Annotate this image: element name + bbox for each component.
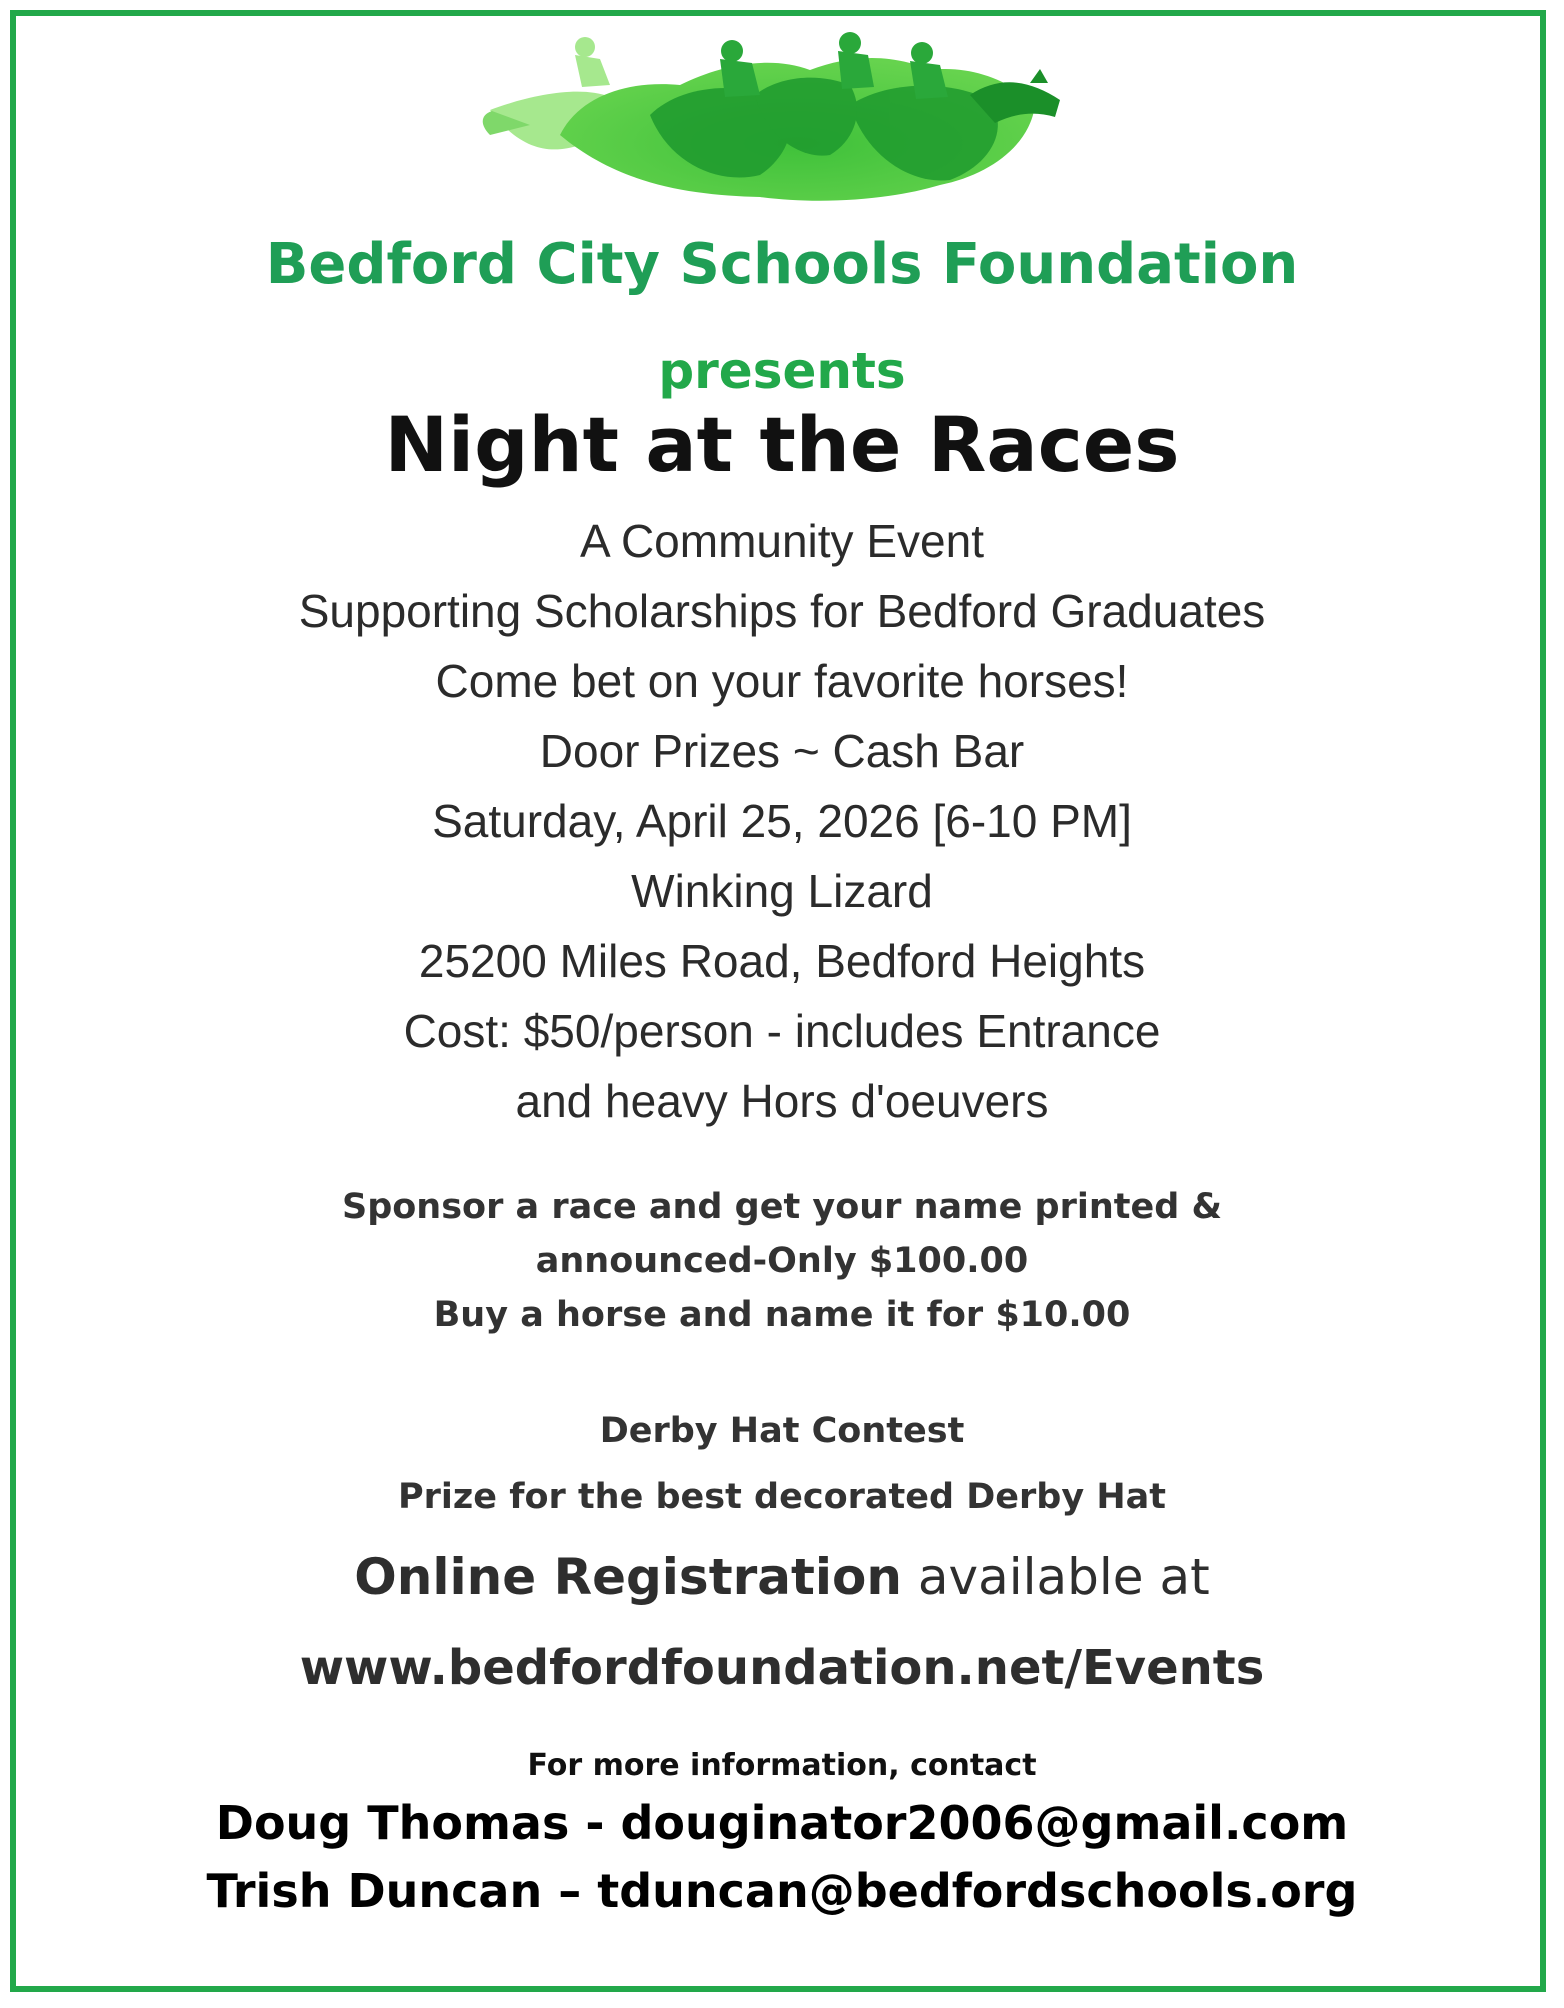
registration-tail: available at <box>901 1548 1210 1606</box>
event-address: 25200 Miles Road, Bedford Heights <box>418 935 1146 987</box>
contact-person: Trish Duncan – tduncan@bedfordschools.org <box>206 1864 1358 1918</box>
event-date-time: Saturday, April 25, 2026 [6-10 PM] <box>432 795 1132 847</box>
detail-line: Supporting Scholarships for Bedford Graduates <box>298 585 1266 637</box>
registration-line <box>0 1548 1564 1606</box>
derby-prize: Prize for the best decorated Derby Hat <box>398 1477 1166 1517</box>
derby-heading: Derby Hat Contest <box>599 1411 965 1451</box>
contact-person: Doug Thomas - douginator2006@gmail.com <box>215 1796 1349 1850</box>
presents-label: presents <box>658 342 906 400</box>
event-title: Night at the Races <box>384 400 1180 489</box>
organization-name: Bedford City Schools Foundation <box>265 232 1299 297</box>
racing-horses-logo <box>470 25 1090 215</box>
sponsorship-line: announced-Only $100.00 <box>535 1241 1029 1281</box>
registration-url[interactable]: www.bedfordfoundation.net/Events <box>299 1640 1265 1696</box>
sponsorship-line: Sponsor a race and get your name printed & <box>342 1187 1222 1227</box>
event-cost-detail: and heavy Hors d'oeuvers <box>515 1075 1049 1127</box>
event-venue: Winking Lizard <box>631 865 933 917</box>
detail-line: A Community Event <box>580 515 984 567</box>
event-cost: Cost: $50/person - includes Entrance <box>403 1005 1161 1057</box>
registration-lead: Online Registration <box>354 1548 902 1606</box>
detail-line: Door Prizes ~ Cash Bar <box>539 725 1025 777</box>
contact-heading: For more information, contact <box>527 1748 1037 1783</box>
sponsorship-line: Buy a horse and name it for $10.00 <box>433 1295 1131 1335</box>
detail-line: Come bet on your favorite horses! <box>435 655 1129 707</box>
